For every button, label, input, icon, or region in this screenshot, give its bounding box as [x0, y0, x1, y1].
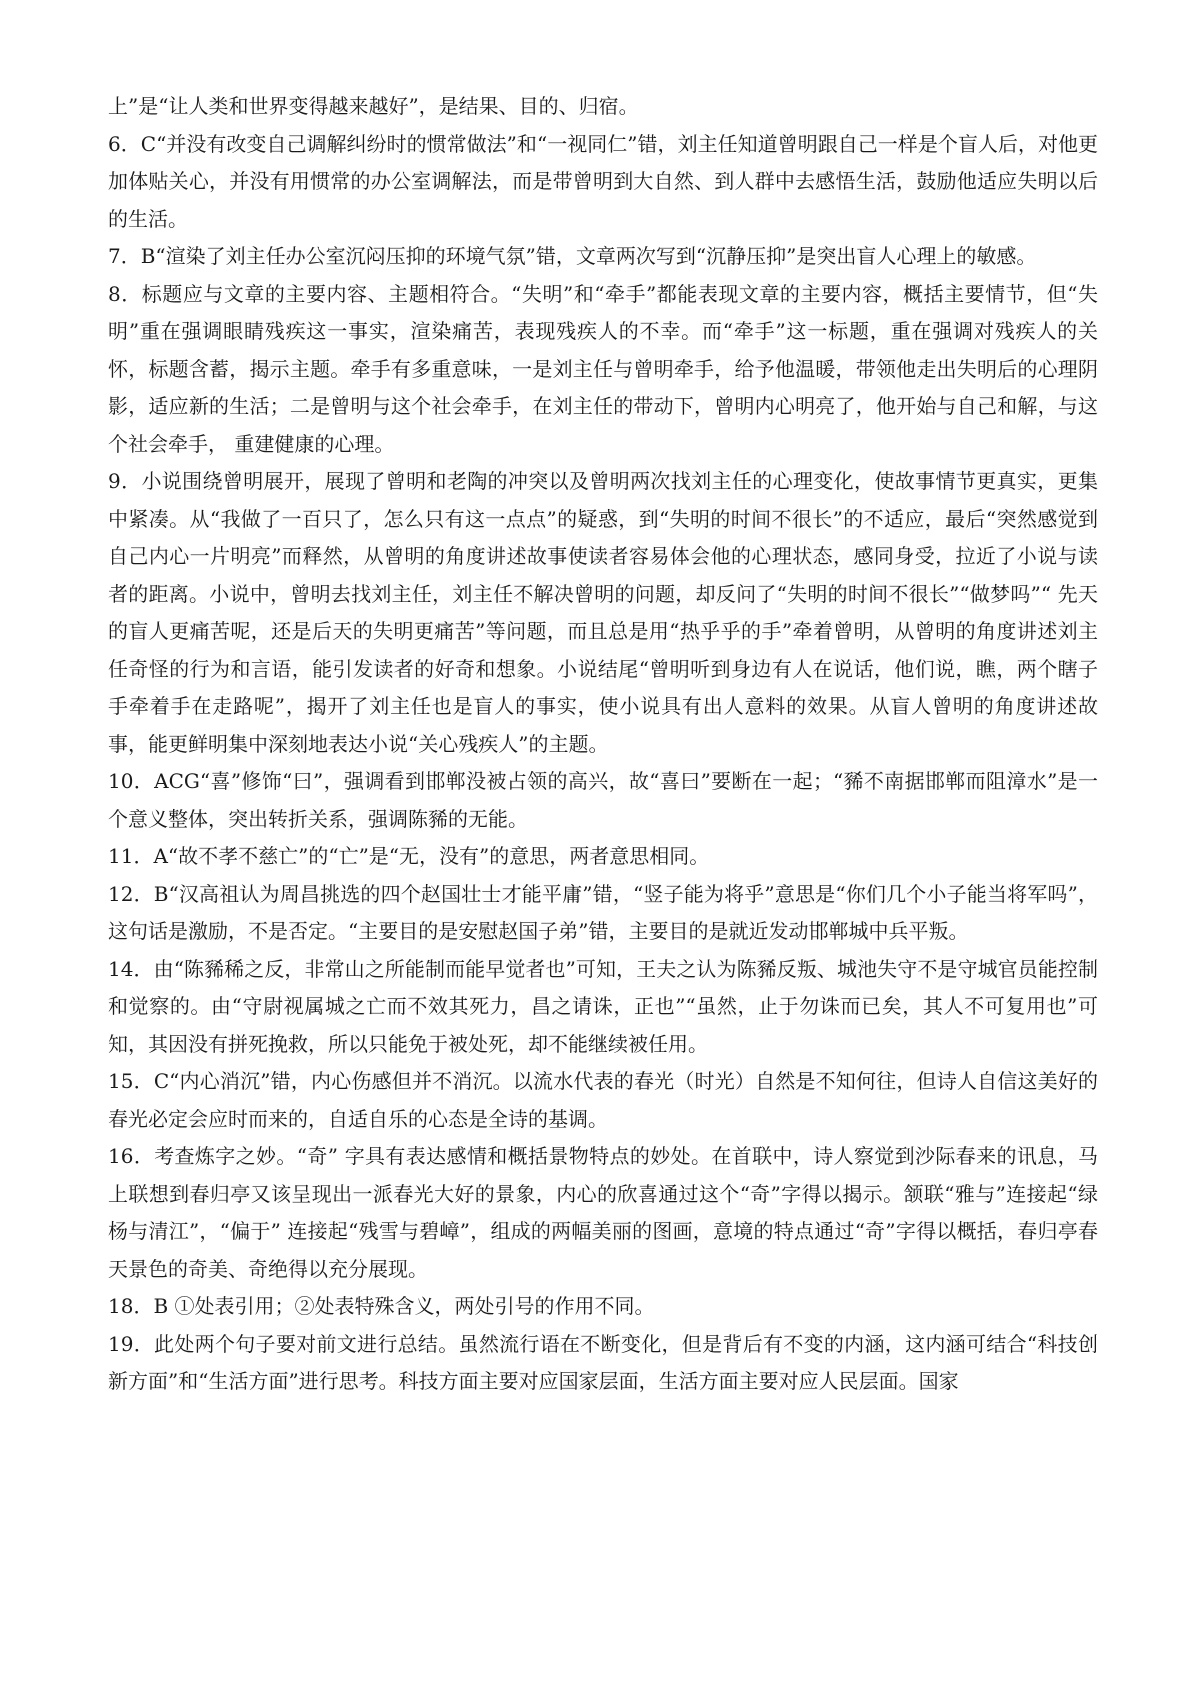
answer-paragraph-q10: 10．ACG“喜”修饰“曰”，强调看到邯郸没被占领的高兴，故“喜曰”要断在一起；“豨不南据邯郸而阻漳水”是一个意义整体，突出转折关系，强调陈豨的无能。	[108, 769, 1098, 831]
answer-paragraph-q6: 6．C“并没有改变自己调解纠纷时的惯常做法”和“一视同仁”错，刘主任知道曾明跟自己一样是个盲人后，对他更加体贴关心，并没有用惯常的办公室调解法，而是带曾明到大自然、到人群中去感悟生活，鼓励他适应失明以后的生活。	[108, 131, 1098, 231]
answer-paragraph-q12: 12．B“汉高祖认为周昌挑选的四个赵国壮士才能平庸”错，“竖子能为将乎”意思是“你们几个小子能当将军吗”，这句话是激励，不是否定。“主要目的是安慰赵国子弟”错，主要目的是就近发动邯郸城中兵平叛。	[108, 881, 1098, 943]
answer-paragraph-q18: 18．B ①处表引用；②处表特殊含义，两处引号的作用不同。	[108, 1294, 655, 1318]
answer-paragraph-q7: 7．B“渲染了刘主任办公室沉闷压抑的环境气氛”错，文章两次写到“沉静压抑”是突出盲人心理上的敏感。	[108, 244, 1037, 268]
answer-paragraph-q15: 15．C“内心消沉”错，内心伤感但并不消沉。以流水代表的春光（时光）自然是不知何往，但诗人自信这美好的春光必定会应时而来的，自适自乐的心态是全诗的基调。	[108, 1069, 1098, 1131]
answer-paragraph-q9: 9．小说围绕曾明展开，展现了曾明和老陶的冲突以及曾明两次找刘主任的心理变化，使故事情节更真实，更集中紧凑。从“我做了一百只了，怎么只有这一点点”的疑惑，到“失明的时间不很长”的不适应，最后“突然感觉到自己内心一片明亮”而释然，从曾明的角度讲述故事使读者容易体会他的心理状态，感同身受，拉近了小说与读者的距离。小说中，曾明去找刘主任，刘主任不解决曾明的问题，却反问了“失明的时间不很长”“做梦吗”“ 先天的盲人更痛苦呢，还是后天的失明更痛苦”等问题，而且总是用“热乎乎的手”牵着曾明，从曾明的角度讲述刘主任奇怪的行为和言语，能引发读者的好奇和想象。小说结尾“曾明听到身边有人在说话，他们说，瞧，两个瞎子手牵着手在走路呢”，揭开了刘主任也是盲人的事实，使小说具有出人意料的效果。从盲人曾明的角度讲述故事，能更鲜明集中深刻地表达小说“关心残疾人”的主题。	[108, 469, 1098, 756]
answer-document	[108, 88, 1098, 1401]
answer-paragraph-q11: 11．A“故不孝不慈亡”的“亡”是“无，没有”的意思，两者意思相同。	[108, 844, 710, 868]
answer-paragraph-q19: 19．此处两个句子要对前文进行总结。虽然流行语在不断变化，但是背后有不变的内涵，这内涵可结合“科技创新方面”和“生活方面”进行思考。科技方面主要对应国家层面，生活方面主要对应人民层面。国家	[108, 1331, 1098, 1393]
answer-paragraph-q8: 8．标题应与文章的主要内容、主题相符合。“失明”和“牵手”都能表现文章的主要内容，概括主要情节，但“失明”重在强调眼睛残疾这一事实，渲染痛苦，表现残疾人的不幸。而“牵手”这一标题，重在强调对残疾人的关怀，标题含蓄，揭示主题。牵手有多重意味，一是刘主任与曾明牵手，给予他温暖，带领他走出失明后的心理阴影，适应新的生活；二是曾明与这个社会牵手，在刘主任的带动下，曾明内心明亮了，他开始与自己和解，与这个社会牵手， 重建健康的心理。	[108, 281, 1098, 456]
answer-paragraph-q14: 14．由“陈豨稀之反，非常山之所能制而能早觉者也”可知，王夫之认为陈豨反叛、城池失守不是守城官员能控制和觉察的。由“守尉视属城之亡而不效其死力，昌之请诛，正也”“虽然，止于勿诛而已矣，其人不可复用也”可知，其因没有拼死挽救，所以只能免于被处死，却不能继续被任用。	[108, 956, 1098, 1056]
answer-paragraph-continuation: 上”是“让人类和世界变得越来越好”，是结果、目的、归宿。	[108, 94, 639, 118]
answer-paragraph-q16: 16．考查炼字之妙。“奇” 字具有表达感情和概括景物特点的妙处。在首联中，诗人察觉到沙际春来的讯息，马上联想到春归亭又该呈现出一派春光大好的景象，内心的欣喜通过这个“奇”字得以揭示。颔联“雅与”连接起“绿杨与清江”，“偏于” 连接起“残雪与碧嶂”，组成的两幅美丽的图画，意境的特点通过“奇”字得以概括，春归亭春天景色的奇美、奇绝得以充分展现。	[108, 1144, 1098, 1281]
